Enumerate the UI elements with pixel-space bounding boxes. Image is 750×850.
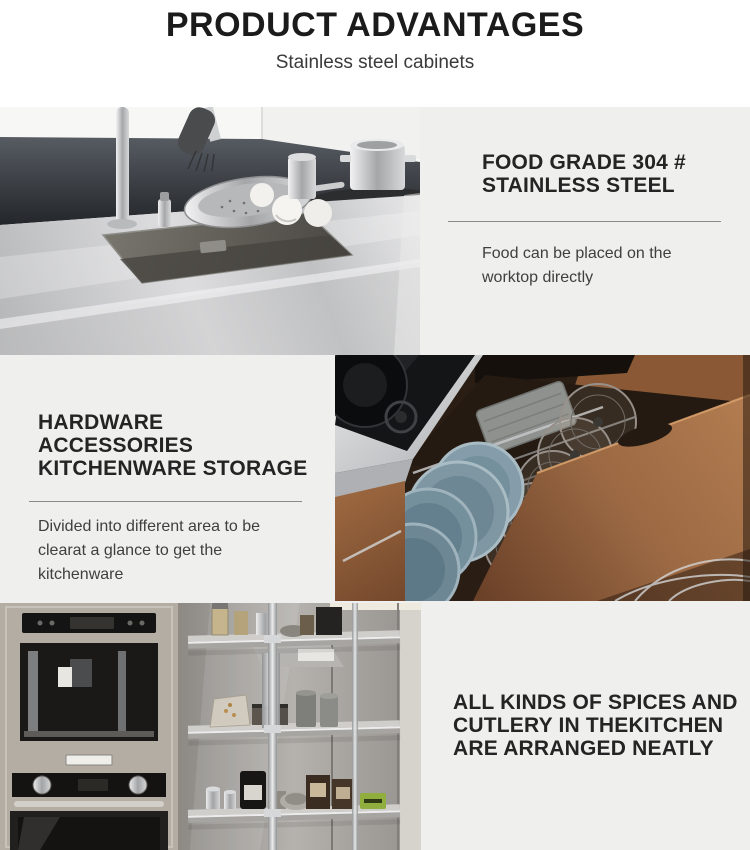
- section-title: ALL KINDS OF SPICES AND CUTLERY IN THEKITCHEN ARE ARRANGED NEATLY: [453, 691, 738, 760]
- worktop-sink-photo: [0, 107, 420, 355]
- section-description: Food can be placed on the worktop directly: [482, 245, 672, 286]
- drawer-storage-photo: [335, 355, 750, 601]
- section-title: FOOD GRADE 304 # STAINLESS STEEL: [482, 151, 686, 197]
- section-title: HARDWARE ACCESSORIES KITCHENWARE STORAGE: [38, 411, 308, 480]
- divider-line: [29, 501, 302, 502]
- page-title: PRODUCT ADVANTAGES: [165, 6, 585, 44]
- pantry-shelves-photo: [0, 603, 421, 850]
- page-subtitle: Stainless steel cabinets: [275, 52, 475, 73]
- section-food-grade-steel: [448, 151, 721, 290]
- divider-line: [448, 221, 721, 222]
- header: [0, 0, 750, 107]
- section-spices-cutlery: [453, 691, 745, 760]
- content-area: [0, 107, 750, 850]
- section-description: Divided into different area to be clearat a glance to get the kitchenware: [38, 518, 261, 583]
- section-hardware-storage: [29, 411, 314, 587]
